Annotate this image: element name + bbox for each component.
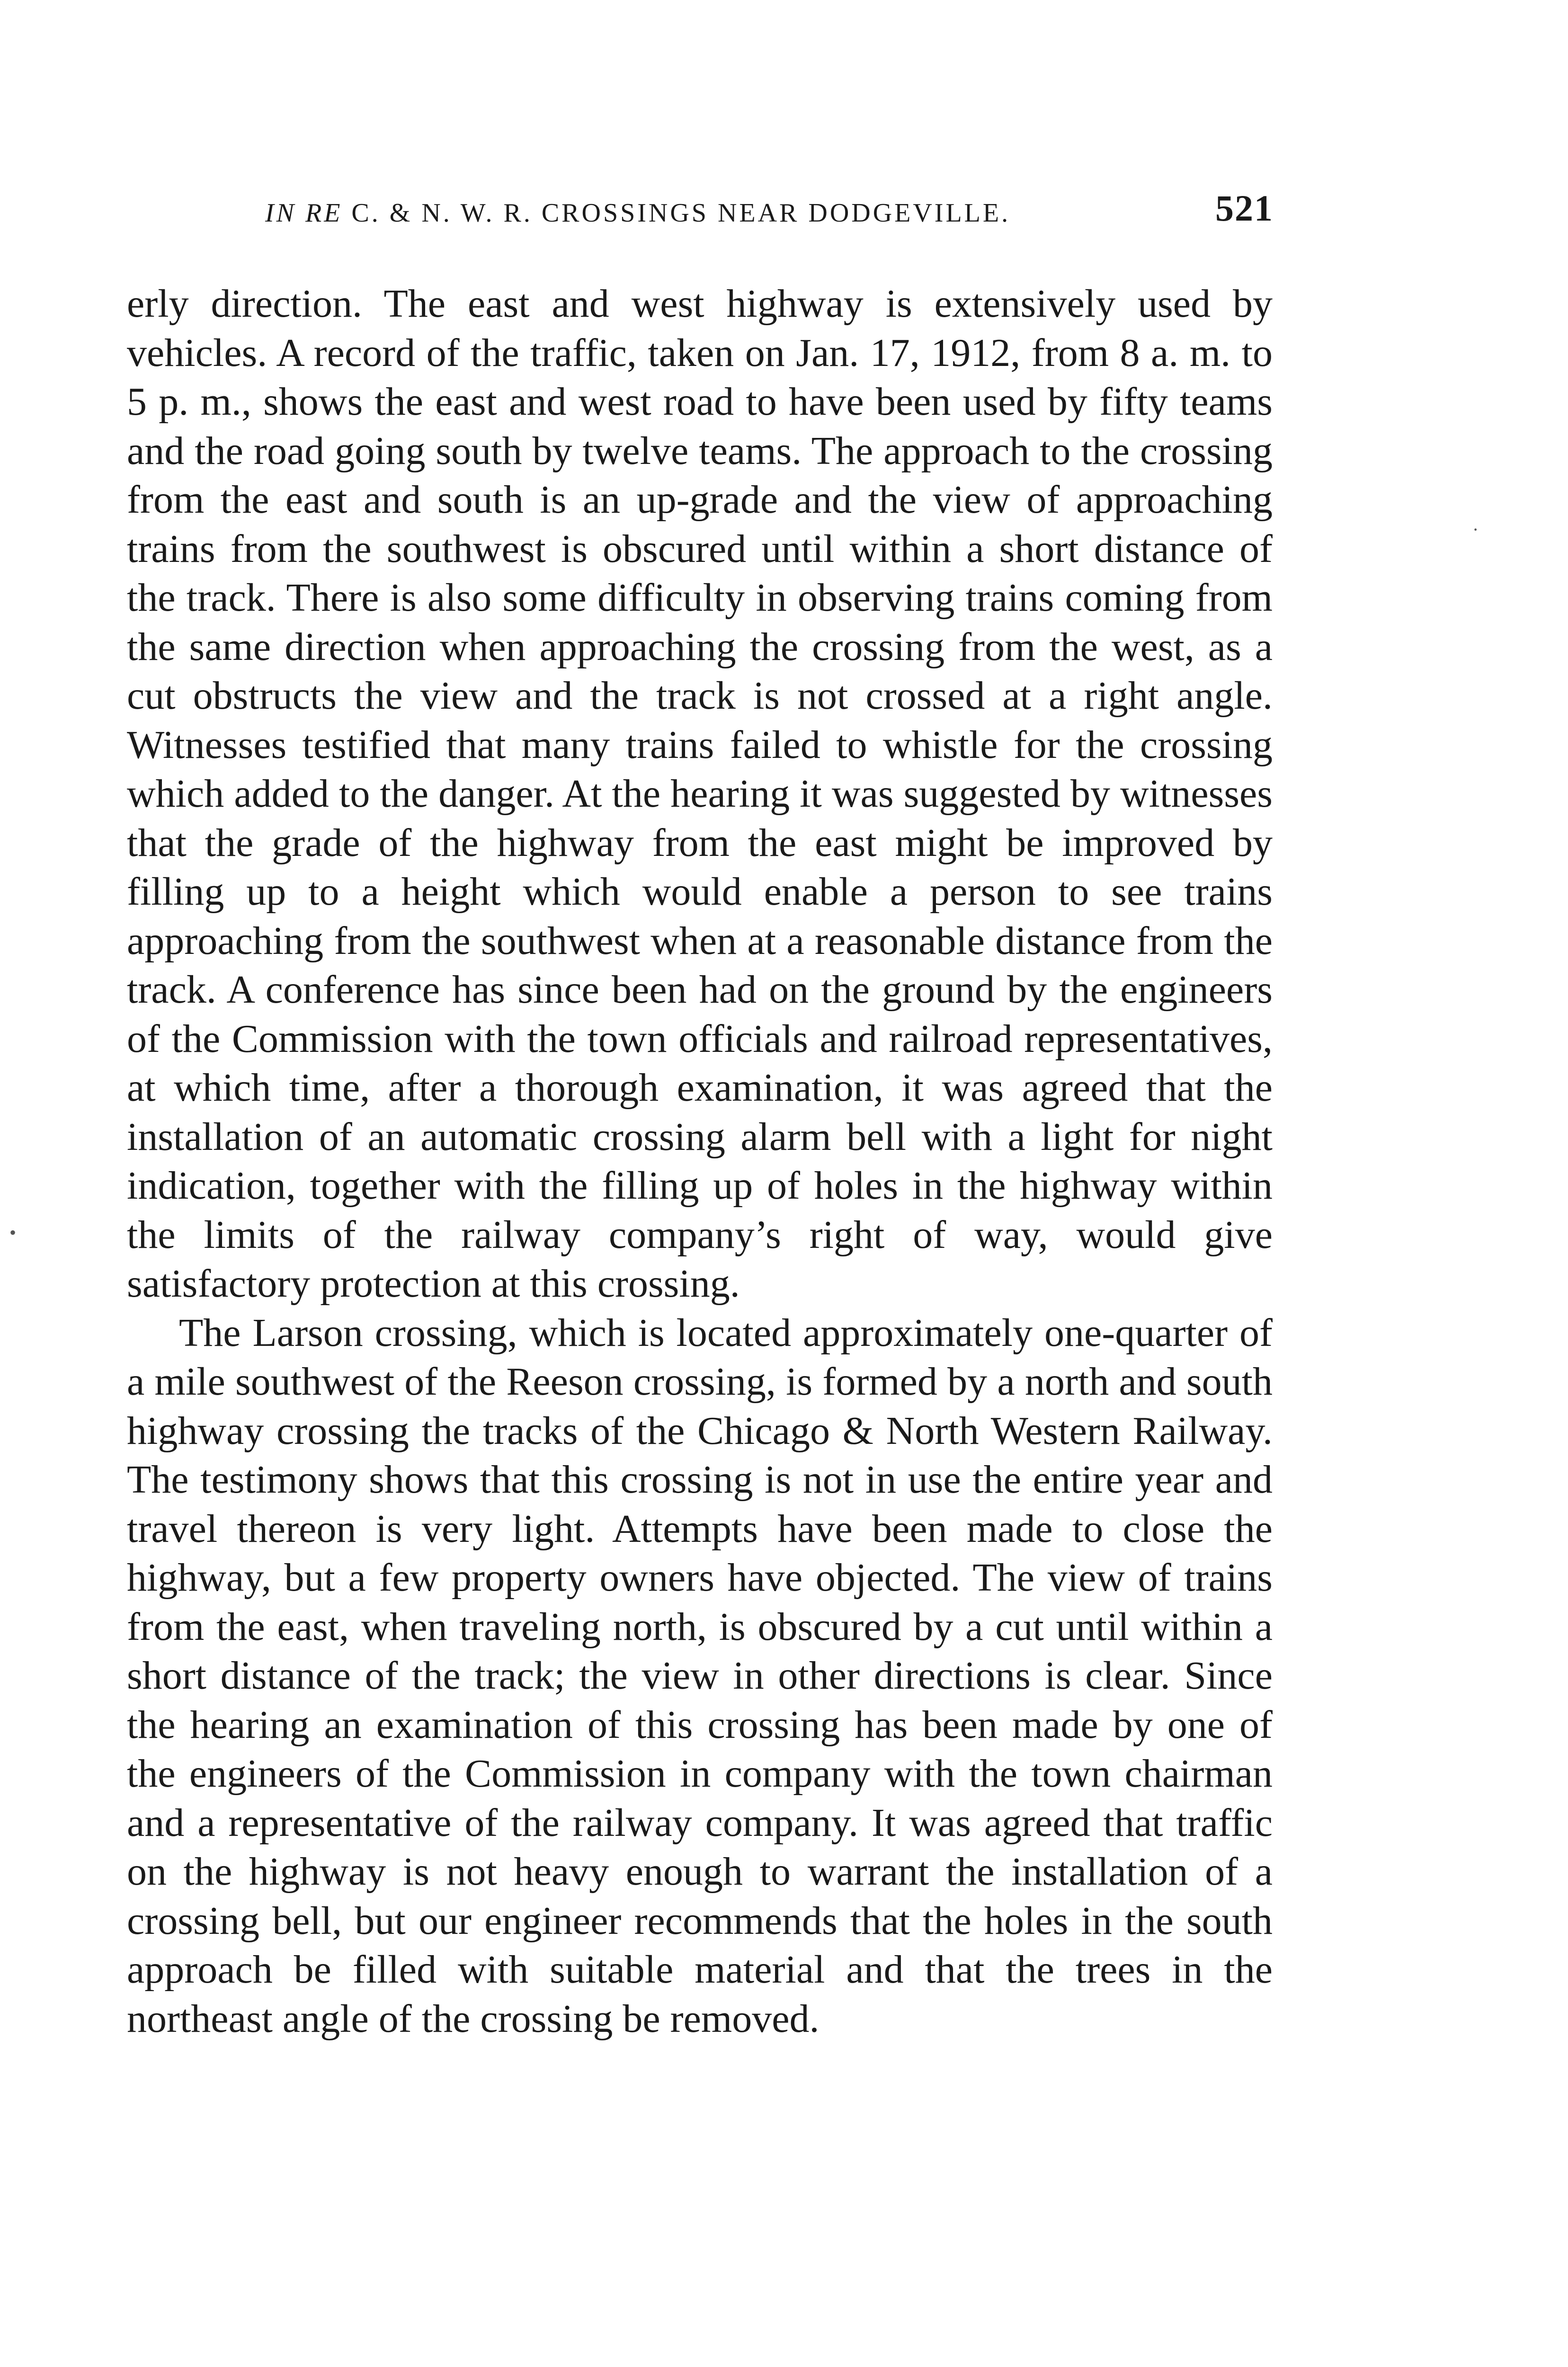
body-text <box>127 279 1273 2043</box>
page-number: 521 <box>1215 187 1274 229</box>
running-head <box>265 196 1010 230</box>
paragraph-1: erly direction. The east and west highway is extensively used by vehicles. A record of the traffic, taken on Jan. 17, 1912, from 8 a. m. to 5 p. m., shows the east and west road to have been used by fifty teams and the road going south by twelve teams. The approach to the crossing from the east and south is an up-grade and the view of approaching trains from the southwest is obscured until within a short distance of the track. There is also some difficulty in observing trains coming from the same direction when approaching the crossing from the west, as a cut obstructs the view and the track is not crossed at a right angle. Witnesses testified that many trains failed to whistle for the crossing which added to the danger. At the hearing it was suggested by witnesses that the grade of the highway from the east might be improved by filling up to a height which would enable a person to see trains approaching from the southwest when at a reasonable distance from the track. A conference has since been had on the ground by the engineers of the Commission with the town officials and railroad representatives, at which time, after a thorough examination, it was agreed that the installation of an automatic crossing alarm bell with a light for night indication, together with the filling up of holes in the highway within the limits of the railway company’s right of way, would give satisfactory protection at this crossing. <box>127 282 1273 1306</box>
running-head-prefix: IN RE <box>265 198 343 228</box>
running-head-title: C. & N. W. R. CROSSINGS NEAR DODGEVILLE. <box>342 198 1011 228</box>
page-header <box>265 187 1274 239</box>
margin-speck-mark: · <box>1472 519 1479 540</box>
paragraph-2: The Larson crossing, which is located approximately one-quarter of a mile southwest of the Reeson crossing, is formed by a north and south highway crossing the tracks of the Chicago & North Western Railway. The testimony shows that this crossing is not in use the entire year and travel thereon is very light. Attempts have been made to close the highway, but a few property owners have objected. The view of trains from the east, when traveling north, is obscured by a cut until within a short distance of the track; the view in other directions is clear. Since the hearing an examination of this crossing has been made by one of the engineers of the Commission in company with the town chairman and a representative of the railway company. It was agreed that traffic on the highway is not heavy enough to warrant the installation of a crossing bell, but our engineer recommends that the holes in the south approach be filled with suitable material and that the trees in the northeast angle of the crossing be removed. <box>127 1310 1273 2041</box>
margin-dot-mark: • <box>9 1222 17 1243</box>
